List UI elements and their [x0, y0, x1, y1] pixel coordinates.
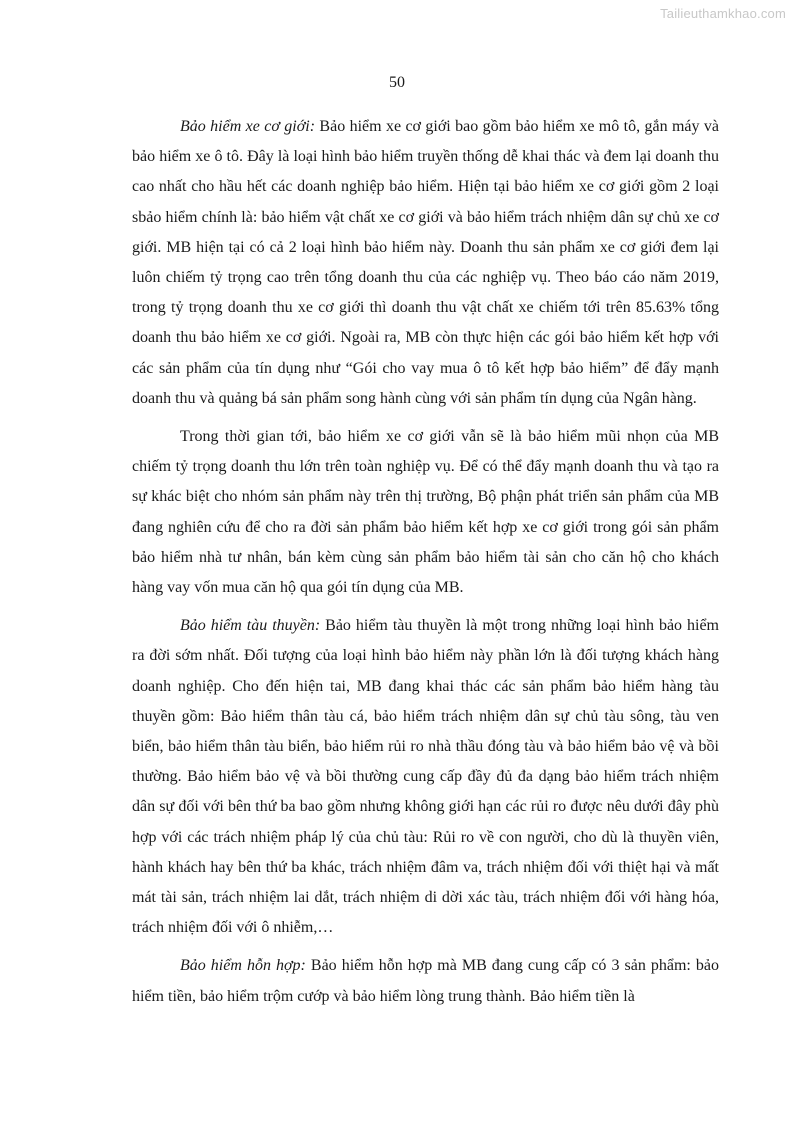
- paragraph-text: Bảo hiểm tàu thuyền là một trong những loại hình bảo hiểm ra đời sớm nhất. Đối tượng của loại hình bảo hiểm này phần lớn là đối tượng khách hàng doanh nghiệp. Cho đến hiện tai, MB đang khai thác các sản phẩm bảo hiểm hàng tàu thuyền gồm: Bảo hiểm thân tàu cá, bảo hiểm trách nhiệm dân sự chủ tàu sông, tàu ven biển, bảo hiểm thân tàu biển, bảo hiểm rủi ro nhà thầu đóng tàu và bảo hiểm bảo vệ và bồi thường. Bảo hiểm bảo vệ và bồi thường cung cấp đầy đủ đa dạng bảo hiểm trách nhiệm dân sự đối với bên thứ ba bao gồm nhưng không giới hạn các rủi ro được nêu dưới đây phù hợp với các trách nhiệm pháp lý của chủ tàu: Rủi ro về con người, cho dù là thuyền viên, hành khách hay bên thứ ba khác, trách nhiệm đâm va, trách nhiệm đối với thiệt hại và mất mát tài sản, trách nhiệm lai dắt, trách nhiệm di dời xác tàu, trách nhiệm đối với hàng hóa, trách nhiệm đối với ô nhiễm,…: [132, 617, 719, 937]
- paragraph-mixed-insurance: [132, 951, 719, 1011]
- paragraph-term: Bảo hiểm tàu thuyền:: [180, 617, 321, 635]
- document-body: [132, 112, 719, 1012]
- paragraph-text: Bảo hiểm xe cơ giới bao gồm bảo hiểm xe mô tô, gắn máy và bảo hiểm xe ô tô. Đây là loại hình bảo hiểm truyền thống dễ khai thác và đem lại doanh thu cao nhất cho hầu hết các doanh nghiệp bảo hiểm. Hiện tại bảo hiểm xe cơ giới gồm 2 loại sbảo hiểm chính là: bảo hiểm vật chất xe cơ giới và bảo hiểm trách nhiệm dân sự chủ xe cơ giới. MB hiện tại có cả 2 loại hình bảo hiểm này. Doanh thu sản phẩm xe cơ giới đem lại luôn chiếm tỷ trọng cao trên tổng doanh thu của các nghiệp vụ. Theo báo cáo năm 2019, trong tỷ trọng doanh thu xe cơ giới thì doanh thu vật chất xe chiếm tới trên 85.63% tổng doanh thu bảo hiểm xe cơ giới. Ngoài ra, MB còn thực hiện các gói bảo hiểm kết hợp với các sản phẩm của tín dụng như “Gói cho vay mua ô tô kết hợp bảo hiểm” để đẩy mạnh doanh thu và quảng bá sản phẩm song hành cùng với sản phẩm tín dụng của Ngân hàng.: [132, 118, 719, 407]
- page-number: 50: [389, 74, 405, 91]
- paragraph-text: Bảo hiểm hỗn hợp mà MB đang cung cấp có 3 sản phẩm: bảo hiểm tiền, bảo hiểm trộm cướp và bảo hiểm lòng trung thành. Bảo hiểm tiền là: [132, 957, 719, 1005]
- paragraph-text: Trong thời gian tới, bảo hiểm xe cơ giới vẫn sẽ là bảo hiểm mũi nhọn của MB chiếm tỷ trọng doanh thu lớn trên toàn nghiệp vụ. Để có thể đẩy mạnh doanh thu và tạo ra sự khác biệt cho nhóm sản phẩm này trên thị trường, Bộ phận phát triển sản phẩm của MB đang nghiên cứu để cho ra đời sản phẩm bảo hiểm kết hợp xe cơ giới trong gói sản phẩm bảo hiểm nhà tư nhân, bán kèm cùng sản phẩm bảo hiểm tài sản cho căn hộ cho khách hàng vay vốn mua căn hộ qua gói tín dụng của MB.: [132, 428, 719, 597]
- paragraph-term: Bảo hiểm xe cơ giới:: [180, 118, 316, 135]
- paragraph-future-outlook: [132, 422, 719, 603]
- paragraph-motor-vehicle-insurance: [132, 112, 719, 414]
- paragraph-term: Bảo hiểm hỗn hợp:: [180, 957, 306, 975]
- watermark: Tailieuthamkhao.com: [660, 6, 786, 21]
- paragraph-hull-insurance: [132, 611, 719, 943]
